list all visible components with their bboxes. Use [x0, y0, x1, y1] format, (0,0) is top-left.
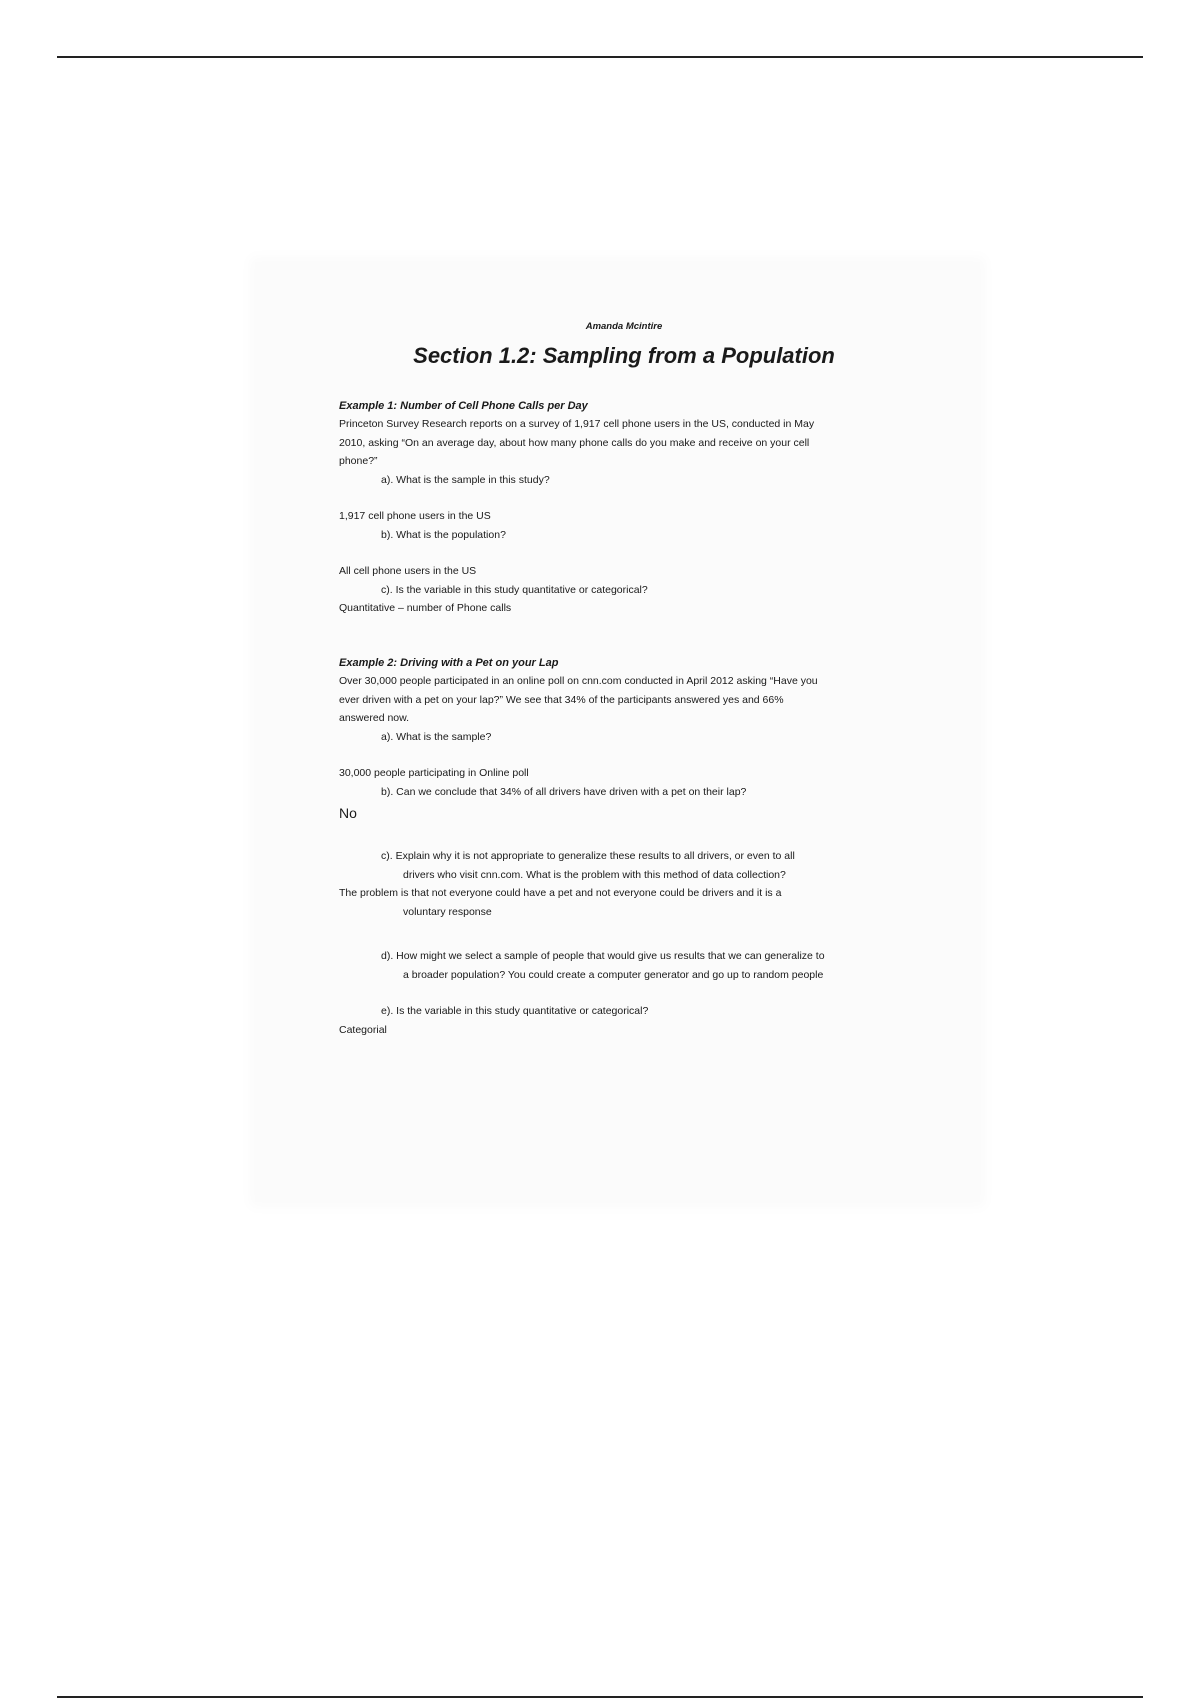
example-2-answer-e: Categorial — [339, 1023, 387, 1036]
example-2-answer-c: The problem is that not everyone could have a pet and not everyone could be drivers and it is a — [339, 887, 782, 899]
section-title: Section 1.2: Sampling from a Population — [413, 342, 835, 368]
example-2-answer-b: No — [339, 805, 357, 821]
example-1-answer-c: Quantitative – number of Phone calls — [339, 602, 512, 614]
example-1-question-b: b). What is the population? — [381, 528, 506, 541]
example-2-question-a: a). What is the sample? — [381, 730, 492, 743]
example-2-question-d-cont: a broader population? You could create a computer generator and go up to random people — [403, 968, 824, 981]
example-2-question-e: e). Is the variable in this study quantitative or categorical? — [381, 1005, 649, 1017]
example-2-heading: Example 2: Driving with a Pet on your Lap — [339, 656, 559, 669]
author-name: Amanda Mcintire — [585, 321, 663, 332]
example-1-intro-line: phone?” — [339, 455, 378, 467]
example-2-intro-line: Over 30,000 people participated in an online poll on cnn.com conducted in April 2012 asking “Have you — [339, 675, 818, 687]
example-2-question-d: d). How might we select a sample of people that would give us results that we can generalize to — [381, 950, 825, 962]
example-2-intro-line: ever driven with a pet on your lap?” We see that 34% of the participants answered yes and 66% — [339, 693, 784, 706]
example-2-question-b: b). Can we conclude that 34% of all drivers have driven with a pet on their lap? — [381, 785, 747, 798]
example-1-intro-line: Princeton Survey Research reports on a survey of 1,917 cell phone users in the US, conducted in May — [339, 418, 815, 430]
example-1-answer-b: All cell phone users in the US — [339, 565, 477, 577]
document-body — [339, 318, 909, 1039]
example-1-answer-a: 1,917 cell phone users in the US — [339, 510, 491, 522]
example-1-question-c: c). Is the variable in this study quantitative or categorical? — [381, 583, 648, 596]
top-rule — [57, 56, 1143, 58]
bottom-rule — [57, 1696, 1143, 1698]
example-2-answer-a: 30,000 people participating in Online poll — [339, 767, 529, 779]
example-2-answer-c-cont: voluntary response — [403, 905, 492, 918]
example-2-question-c: c). Explain why it is not appropriate to generalize these results to all drivers, or even to all — [381, 850, 795, 862]
example-1-intro-line: 2010, asking “On an average day, about how many phone calls do you make and receive on your cell — [339, 436, 810, 449]
example-1-heading: Example 1: Number of Cell Phone Calls per Day — [339, 399, 588, 412]
example-1-question-a: a). What is the sample in this study? — [381, 473, 550, 486]
example-2-question-c-cont: drivers who visit cnn.com. What is the problem with this method of data collection? — [403, 868, 786, 881]
example-2-intro-line: answered now. — [339, 712, 410, 724]
